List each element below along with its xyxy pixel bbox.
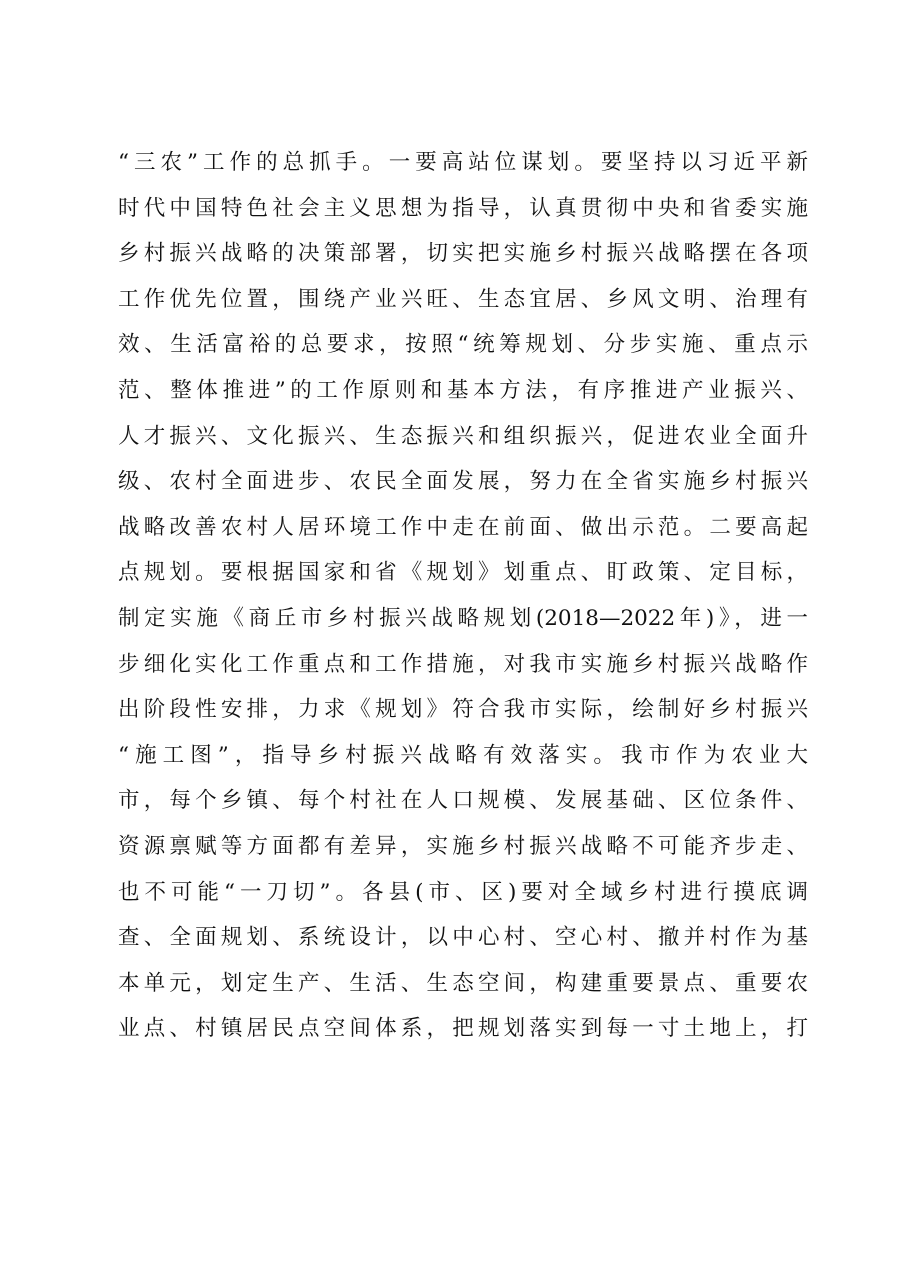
text-line: 点规划。要根据国家和省《规划》划重点、盯政策、定目标，: [118, 560, 808, 586]
text-line: “施工图”，指导乡村振兴战略有效落实。我市作为农业大: [118, 742, 808, 768]
text-line: 乡村振兴战略的决策部署，切实把实施乡村振兴战略摆在各项: [118, 241, 808, 267]
text-line: 市，每个乡镇、每个村社在人口规模、发展基础、区位条件、: [118, 788, 808, 814]
text-line: 工作优先位置，围绕产业兴旺、生态宜居、乡风文明、治理有: [118, 286, 808, 312]
text-line: 级、农村全面进步、农民全面发展，努力在全省实施乡村振兴: [118, 469, 808, 495]
text-line: 范、整体推进”的工作原则和基本方法，有序推进产业振兴、: [118, 377, 808, 403]
text-line: 查、全面规划、系统设计，以中心村、空心村、撤并村作为基: [118, 925, 808, 951]
text-line: 出阶段性安排，力求《规划》符合我市实际，绘制好乡村振兴: [118, 697, 808, 723]
text-line: 业点、村镇居民点空间体系，把规划落实到每一寸土地上，打: [118, 1016, 808, 1042]
text-line: 时代中国特色社会主义思想为指导，认真贯彻中央和省委实施: [118, 195, 808, 221]
text-line: 步细化实化工作重点和工作措施，对我市实施乡村振兴战略作: [118, 651, 808, 677]
text-line: 制定实施《商丘市乡村振兴战略规划(2018—2022年)》，进一: [118, 605, 808, 631]
body-text: [118, 140, 808, 1052]
text-line: 也不可能“一刀切”。各县(市、区)要对全域乡村进行摸底调: [118, 879, 808, 905]
text-line: “三农”工作的总抓手。一要高站位谋划。要坚持以习近平新: [118, 150, 808, 175]
text-line: 效、生活富裕的总要求，按照“统筹规划、分步实施、重点示: [118, 332, 808, 358]
text-line: 战略改善农村人居环境工作中走在前面、做出示范。二要高起: [118, 514, 808, 540]
text-line: 本单元，划定生产、生活、生态空间，构建重要景点、重要农: [118, 970, 808, 996]
text-line: 资源禀赋等方面都有差异，实施乡村振兴战略不可能齐步走、: [118, 833, 808, 859]
text-line: 人才振兴、文化振兴、生态振兴和组织振兴，促进农业全面升: [118, 423, 808, 449]
